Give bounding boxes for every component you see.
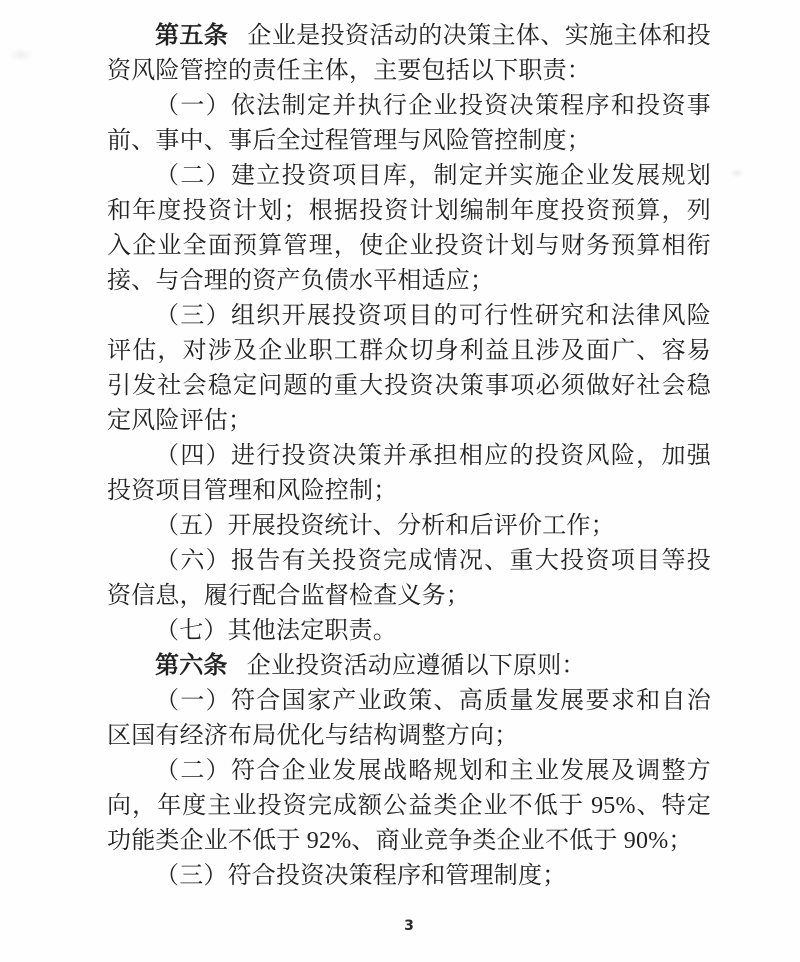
paragraph <box>107 544 711 614</box>
paragraph-text: （七）其他法定职责。 <box>155 618 397 644</box>
paragraph-text: 企业投资活动应遵循以下原则： <box>246 653 586 679</box>
paragraph <box>107 859 711 894</box>
paragraph-text: （三）组织开展投资项目的可行性研究和法律风险评估，对涉及企业职工群众切身利益且涉及面广、容易引发社会稳定问题的重大投资决策事项必须做好社会稳定风险评估； <box>107 303 711 434</box>
paragraph <box>107 19 711 89</box>
paragraph-text: 企业是投资活动的决策主体、实施主体和投资风险管控的责任主体，主要包括以下职责： <box>107 23 711 84</box>
article-label: 第五条 <box>155 23 229 49</box>
paragraph <box>107 89 711 159</box>
paragraph <box>107 299 711 439</box>
page-number: 3 <box>404 918 414 934</box>
paragraph <box>107 684 711 754</box>
scan-artifact <box>8 48 34 62</box>
paragraph <box>107 159 711 299</box>
paragraph-text: （五）开展投资统计、分析和后评价工作； <box>155 513 615 539</box>
paragraph-text: （二）建立投资项目库，制定并实施企业发展规划和年度投资计划；根据投资计划编制年度投资预算，列入企业全面预算管理，使企业投资计划与财务预算相衔接、与合理的资产负债水平相适应； <box>107 163 711 294</box>
paragraph <box>107 614 711 649</box>
paragraph <box>107 649 711 684</box>
paragraph-text: （一）符合国家产业政策、高质量发展要求和自治区国有经济布局优化与结构调整方向； <box>107 688 711 749</box>
document-body <box>107 19 711 894</box>
paragraph <box>107 439 711 509</box>
paragraph <box>107 754 711 859</box>
paragraph-text: （一）依法制定并执行企业投资决策程序和投资事前、事中、事后全过程管理与风险管控制度； <box>107 93 711 154</box>
paragraph-text: （四）进行投资决策并承担相应的投资风险，加强投资项目管理和风险控制； <box>107 443 711 504</box>
paragraph-text: （二）符合企业发展战略规划和主业发展及调整方向，年度主业投资完成额公益类企业不低于 95%、特定功能类企业不低于 92%、商业竞争类企业不低于 90%； <box>107 758 711 854</box>
paragraph-text: （三）符合投资决策程序和管理制度； <box>155 863 567 889</box>
article-label: 第六条 <box>155 653 228 679</box>
scan-artifact <box>730 168 744 178</box>
paragraph <box>107 509 711 544</box>
paragraph-text: （六）报告有关投资完成情况、重大投资项目等投资信息，履行配合监督检查义务； <box>107 548 711 609</box>
